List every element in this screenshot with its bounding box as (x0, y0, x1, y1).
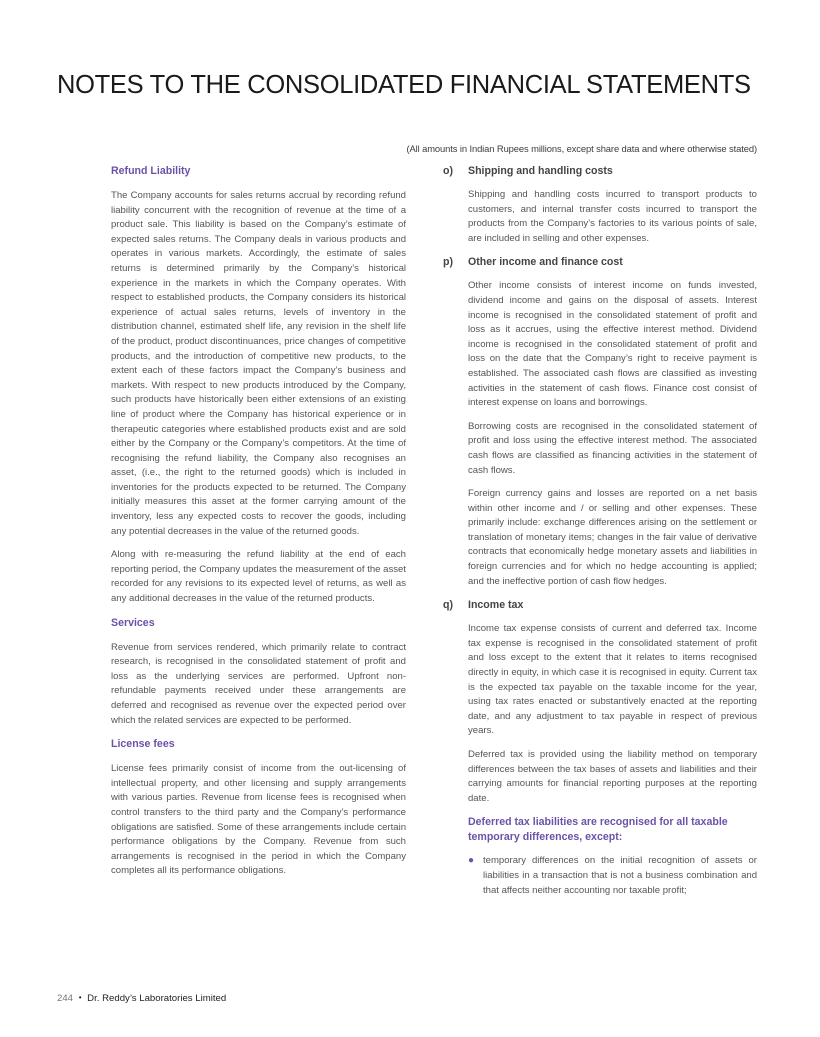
page-title: NOTES TO THE CONSOLIDATED FINANCIAL STATEMENTS (57, 71, 751, 99)
shipping-heading-text: Shipping and handling costs (468, 165, 613, 177)
deferred-tax-bullet-item (468, 854, 757, 907)
income-tax-paragraph-2: Deferred tax is provided using the liability method on temporary differences between the tax bases of assets and liabilities and their carrying amounts for financial reporting purposes at the reporting date. (468, 749, 757, 804)
income-tax-heading (443, 598, 757, 612)
right-column (443, 164, 757, 907)
item-letter-q: q) (443, 599, 453, 612)
section-services (111, 616, 406, 729)
other-income-heading (443, 255, 757, 269)
company-name: Dr. Reddy’s Laboratories Limited (87, 993, 227, 1004)
bullet-icon: ● (468, 855, 475, 867)
page-footer (57, 993, 226, 1004)
license-fees-paragraph-1: License fees primarily consist of income from the out-licensing of intellectual property, and other licensing and supply arrangements with various parties. Revenue from license fees is recognised when control transfers to the third party and the Company’s performance obligations are satisfied. Some of these arrangements include certain performance obligations by the Company. Revenue from such arrangements is recognised in the period in which the Company completes all its performance obligations. (111, 763, 406, 877)
section-shipping (443, 164, 757, 246)
refund-liability-paragraph-2: Along with re-measuring the refund liability at the end of each reporting period, the Company updates the measurement of the asset recorded for any revisions to its expected level of returns, as well as any additional decreases in the value of the returned products. (111, 549, 406, 605)
deferred-tax-bullet-text: temporary differences on the initial recognition of assets or liabilities in a transaction that is not a business combination and that affects neither accounting nor taxable profit; (483, 855, 757, 896)
left-column (111, 164, 406, 888)
license-fees-heading: License fees (111, 738, 175, 751)
section-other-income (443, 255, 757, 589)
services-heading: Services (111, 616, 155, 629)
shipping-heading (443, 164, 757, 178)
services-paragraph-1: Revenue from services rendered, which primarily relate to contract research, is recognised in the consolidated statement of profit and loss as the underlying services are performed. Upfront non-refundable payments received under these arrangements are deferred and recognised as revenue over the expected period over which the related services are expected to be performed. (111, 641, 406, 726)
item-letter-p: p) (443, 256, 453, 269)
income-tax-heading-text: Income tax (468, 599, 524, 612)
other-income-paragraph-1: Other income consists of interest income on funds invested, dividend income and gains on the disposal of assets. Interest income is recognised in the consolidated statement of profit and loss as it accrues, using the effective interest method. Dividend income is recognised in the consolidated statement of profit and loss on the date that the Company’s right to receive payment is established. The associated cash flows are classified as investing activities in the statement of cash flows. Finance cost consist of interest expense on loans and borrowings. (468, 280, 757, 409)
section-license-fees (111, 737, 406, 879)
refund-liability-heading: Refund Liability (111, 165, 191, 177)
section-refund-liability (111, 164, 406, 607)
section-income-tax (443, 598, 757, 907)
footer-bullet-icon: • (78, 993, 82, 1002)
shipping-paragraph-1: Shipping and handling costs incurred to transport products to customers, and internal transfer costs incurred to transport the products from the Company’s factories to its various points of sale, are included in selling and other expenses. (468, 189, 757, 244)
income-tax-paragraph-1: Income tax expense consists of current and deferred tax. Income tax expense is recognised in the consolidated statement of profit and loss except to the extent that it relates to items recognised directly in equity, in which case it is recognised in equity. Current tax is the expected tax payable on the taxable income for the year, using tax rates enacted or substantively enacted at the reporting date, and any adjustment to tax payable in respect of previous years. (468, 623, 757, 737)
amounts-note: (All amounts in Indian Rupees millions, except share data and where otherwise stated) (406, 143, 757, 154)
deferred-tax-heading: Deferred tax liabilities are recognised for all taxable temporary differences, except: (468, 816, 728, 844)
refund-liability-paragraph-1: The Company accounts for sales returns accrual by recording refund liability concurrent with the recognition of revenue at the time of a product sale. This liability is based on the Company’s estimate of expected sales returns. The Company deals in various products and operates in various markets. Accordingly, the estimate of sales returns is determined primarily by the Company’s historical experience in the markets in which the Company operates. With respect to established products, the Company considers its historical experience of actual sales returns, levels of inventory in the distribution channel, estimated shelf life, any revision in the shelf life of the product, product discontinuances, price changes of competitive products, and the introduction of competitive new products, to the extent each of these factors impact the Company’s business and markets. With respect to new products introduced by the Company, such products have historically been either extensions of an existing line of product where the Company has historical experience or in therapeutic categories where established products exist and are sold either by the Company or the Company’s competitors. At the time of recognising the refund liability, the Company also recognises an asset, (i.e., the right to the returned goods) which is included in inventories for the products expected to be returned. The Company initially measures this asset at the former carrying amount of the inventory, less any expected costs to recover the goods, including any potential decreases in the value of the returned goods. (111, 190, 406, 537)
item-letter-o: o) (443, 165, 453, 177)
other-income-paragraph-3: Foreign currency gains and losses are reported on a net basis within other income and / or selling and other expenses. These primarily include: exchange differences arising on the settlement or translation of monetary items; changes in the fair value of derivative contracts that economically hedge monetary assets and liabilities in foreign currencies and for which no hedge accounting is applied; and the ineffective portion of cash flow hedges. (468, 488, 757, 587)
other-income-heading-text: Other income and finance cost (468, 256, 623, 269)
other-income-paragraph-2: Borrowing costs are recognised in the consolidated statement of profit and loss using the effective interest method. The associated cash flows are classified as financing activities in the statement of cash flows. (468, 420, 757, 476)
page-number: 244 (57, 993, 74, 1004)
